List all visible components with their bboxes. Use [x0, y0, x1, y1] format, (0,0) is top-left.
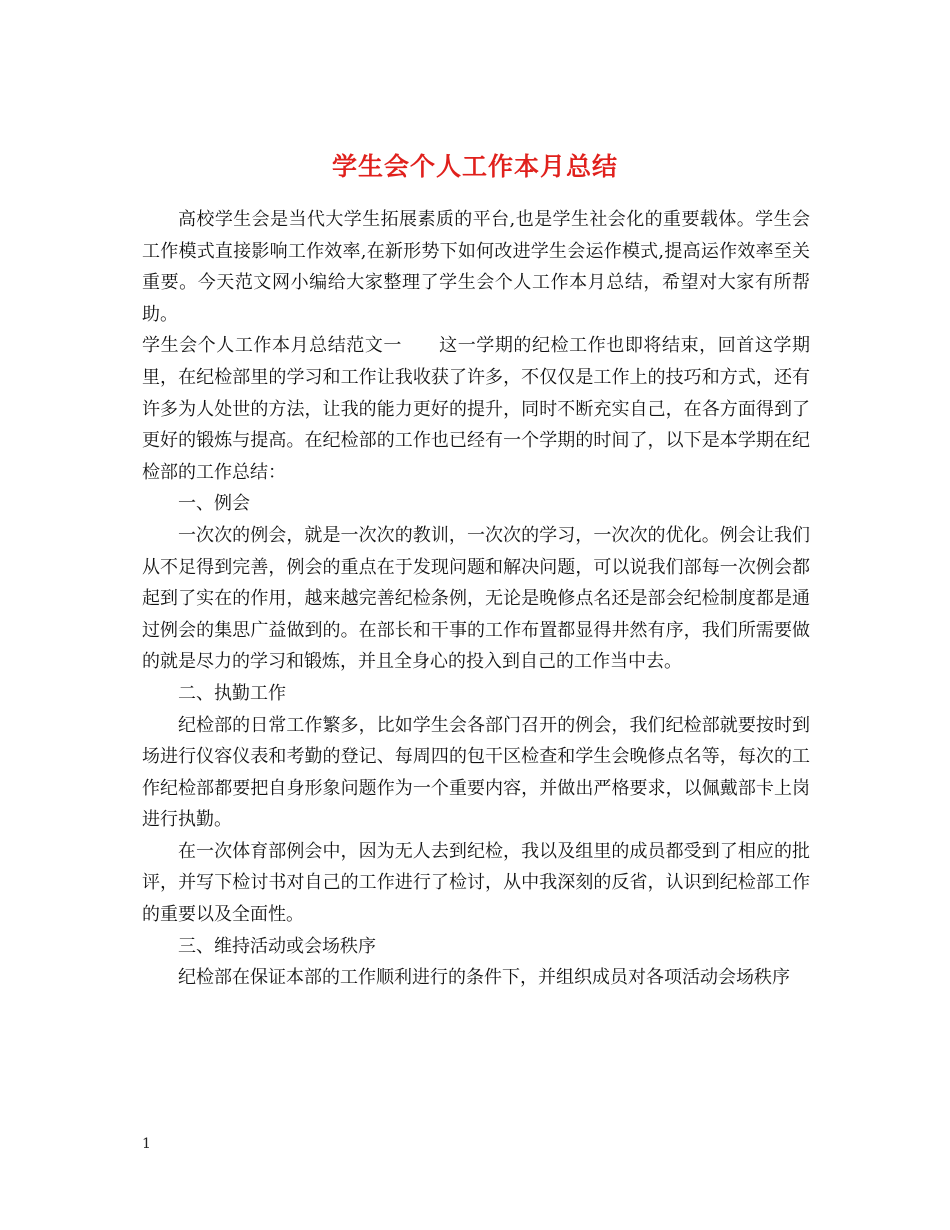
page-number: 1 — [142, 1136, 151, 1152]
paragraph-order: 纪检部在保证本部的工作顺利进行的条件下，并组织成员对各项活动会场秩序 — [178, 967, 790, 989]
paragraph-intro: 高校学生会是当代大学生拓展素质的平台,也是学生社会化的重要载体。学生会工作模式直接影响工作效率,在新形势下如何改进学生会运作模式,提高运作效率至关重要。今天范文网小编给大家整理了学生会个人工作本月总结，希望对大家有所帮助。 — [142, 209, 810, 325]
section-heading-meetings: 一、例会 — [178, 493, 250, 515]
section-heading-duty: 二、执勤工作 — [178, 682, 286, 704]
section-heading-order: 三、维持活动或会场秩序 — [178, 935, 376, 957]
paragraph-meetings: 一次次的例会，就是一次次的教训，一次次的学习，一次次的优化。例会让我们从不足得到完善，例会的重点在于发现问题和解决问题，可以说我们部每一次例会都起到了实在的作用，越来越完善纪检条例，无论是晚修点名还是部会纪检制度都是通过例会的集思广益做到的。在部长和干事的工作布置都显得井然有序，我们所需要做的就是尽力的学习和锻炼，并且全身心的投入到自己的工作当中去。 — [142, 524, 810, 673]
document-title: 学生会个人工作本月总结 — [331, 151, 618, 181]
document-body — [142, 204, 810, 994]
paragraph-duty: 纪检部的日常工作繁多，比如学生会各部门召开的例会，我们纪检部就要按时到场进行仪容仪表和考勤的登记、每周四的包干区检查和学生会晚修点名等，每次的工作纪检部都要把自身形象问题作为一个重要内容，并做出严格要求，以佩戴部卡上岗进行执勤。 — [142, 714, 810, 831]
paragraph-criticism: 在一次体育部例会中，因为无人去到纪检，我以及组里的成员都受到了相应的批评，并写下检讨书对自己的工作进行了检讨，从中我深刻的反省，认识到纪检部工作的重要以及全面性。 — [142, 840, 810, 926]
paragraph-sample-one: 学生会个人工作本月总结范文一 这一学期的纪检工作也即将结束，回首这学期里，在纪检部里的学习和工作让我收获了许多，不仅仅是工作上的技巧和方式，还有许多为人处世的方法，让我的能力更好的提升，同时不断充实自己，在各方面得到了更好的锻炼与提高。在纪检部的工作也已经有一个学期的时间了，以下是本学期在纪检部的工作总结： — [142, 335, 810, 483]
